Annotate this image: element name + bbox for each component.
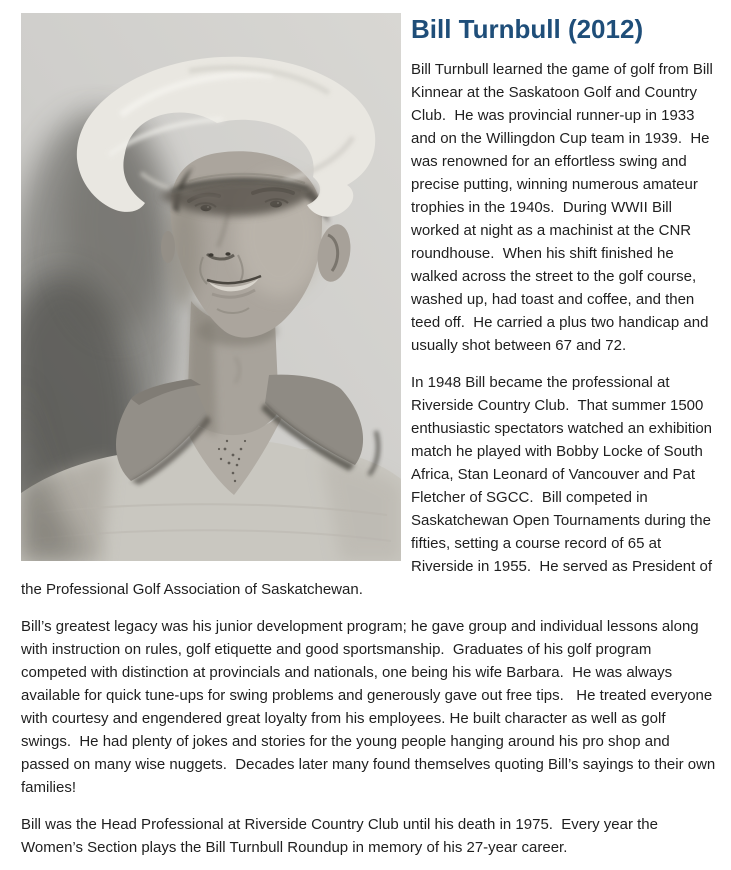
page-title: Bill Turnbull (2012) (411, 14, 644, 44)
portrait-photo-svg (21, 13, 401, 561)
body-paragraph-1: Bill Turnbull learned the game of golf from Bill Kinnear at the Saskatoon Golf and Country Club. He was provincial runner-up in 1933 and on the Willingdon Cup team in 1939. He was renowned for an effortless swing and precise putting, winning numerous amateur trophies in the 1940s. During WWII Bill worked at night as a machinist at the CNR roundhouse. When his shift finished he walked across the street to the golf course, washed up, had toast and coffee, and then teed off. He carried a plus two handicap and usually shot between 67 and 72. (411, 61, 717, 354)
body-paragraph-4: Bill was the Head Professional at Riverside Country Club until his death in 1975. Every year the Women’s Section plays the Bill Turnbull Roundup in memory of his 27-year career. (21, 816, 663, 856)
body-paragraph-2: In 1948 Bill became the professional at Riverside Country Club. That summer 1500 enthusiastic spectators watched an exhibition match he played with Bobby Locke of South Africa, Stan Leonard of Vancouver and Pat Fletcher of SGCC. Bill competed in Saskatchewan Open Tournaments during the fifties, setting a course record of 65 at Riverside in 1955. He served as President of the Professional Golf Association of Saskatchewan. (21, 374, 717, 598)
portrait-photo (21, 13, 401, 561)
body-paragraph-3: Bill’s greatest legacy was his junior development program; he gave group and individual lessons along with instruction on rules, golf etiquette and good sportsmanship. Graduates of his golf program competed with distinction at provincials and nationals, one being his wife Barbara. He was always available for quick tune-ups for swing problems and generously gave out free tips. He treated everyone with courtesy and engendered great loyalty from his employees. He built character as well as golf swings. He had plenty of jokes and stories for the young people hanging around his pro shop and passed on many wise nuggets. Decades later many found themselves quoting Bill’s sayings to their own families! (21, 618, 720, 796)
ear-left (161, 231, 175, 263)
